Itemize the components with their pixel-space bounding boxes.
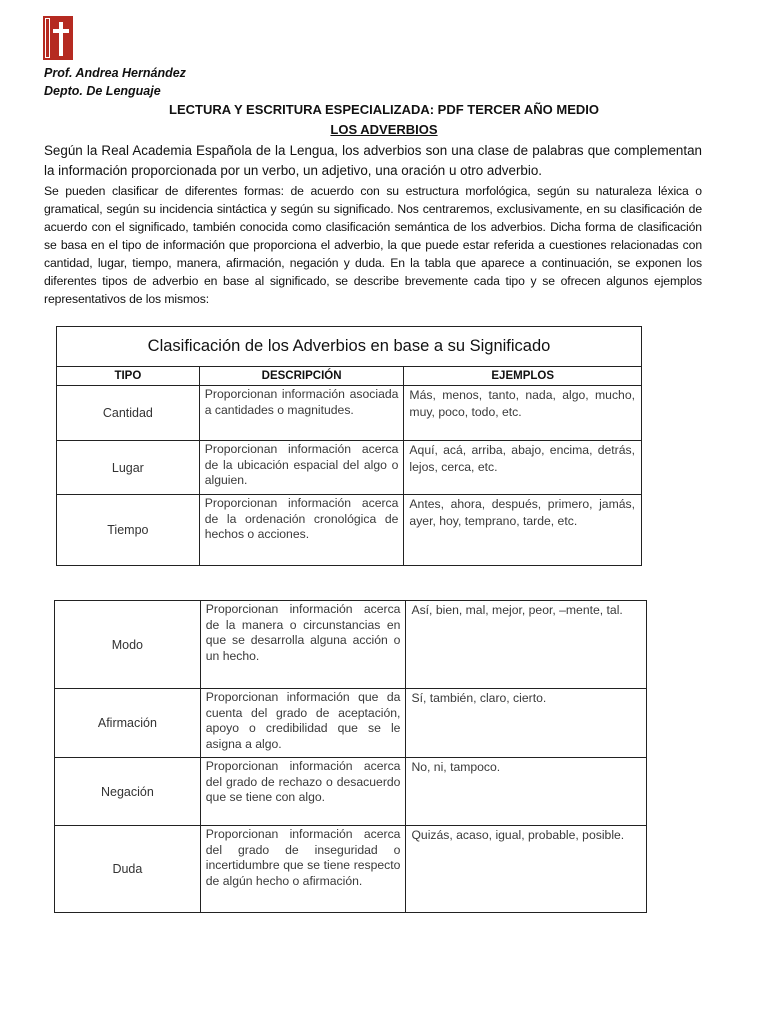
row-ejemplos: Así, bien, mal, mejor, peor, –mente, tal. [406,601,647,689]
school-logo [43,16,73,60]
body-paragraph: Se pueden clasificar de diferentes formas: de acuerdo con su estructura morfológica, según su naturaleza léxica o gramatical, según su incidencia sintáctica y según su significado. Nos centraremos, exclusivamente, en su clasificación de acuerdo con el significado, también conocida como clasificación semántica de los adverbios. Dicha forma de clasificación se basa en el tipo de información que proporciona el adverbio, la que puede estar referida a cuestiones relacionadas con cantidad, lugar, tiempo, manera, afirmación, negación y duda. En la tabla que aparece a continuación, se exponen los diferentes tipos de adverbio en base al significado, se describe brevemente cada tipo y se ofrecen algunos ejemplos representativos de los mismos: [44,184,702,306]
row-tipo: Negación [55,758,201,826]
row-descripcion: Proporcionan información acerca de la manera o circunstancias en que se desarrolla alguna acción o un hecho. [200,601,406,689]
row-descripcion: Proporcionan información acerca de la ordenación cronológica de hechos o acciones. [199,495,404,566]
table-row [55,826,647,913]
row-tipo: Modo [55,601,201,689]
cross-emblem-icon [43,16,73,60]
row-ejemplos: Más, menos, tanto, nada, algo, mucho, muy, poco, todo, etc. [404,386,642,441]
table-row [55,689,647,758]
row-tipo: Cantidad [57,386,200,441]
document-title: LECTURA Y ESCRITURA ESPECIALIZADA: PDF TERCER AÑO MEDIO [169,102,599,117]
row-ejemplos: No, ni, tampoco. [406,758,647,826]
author-name: Prof. Andrea Hernández [44,66,186,80]
table-row [57,386,642,441]
table-row [57,495,642,566]
adverb-classification-table [56,326,642,566]
header-tipo: TIPO [57,367,200,386]
table-row [57,441,642,495]
header-ejemplos: EJEMPLOS [404,367,642,386]
document-subtitle: LOS ADVERBIOS [330,122,438,137]
row-descripcion: Proporcionan información que da cuenta del grado de aceptación, apoyo o credibilidad que se le asigna a algo. [200,689,406,758]
table-caption: Clasificación de los Adverbios en base a su Significado [57,327,642,367]
department-name: Depto. De Lenguaje [44,84,161,98]
row-ejemplos: Quizás, acaso, igual, probable, posible. [406,826,647,913]
table-row [55,601,647,689]
row-descripcion: Proporcionan información acerca del grado de inseguridad o incertidumbre que se tiene respecto de algún hecho o afirmación. [200,826,406,913]
header-descripcion: DESCRIPCIÓN [199,367,404,386]
row-descripcion: Proporcionan información asociada a cantidades o magnitudes. [199,386,404,441]
row-ejemplos: Sí, también, claro, cierto. [406,689,647,758]
row-tipo: Tiempo [57,495,200,566]
author-block [44,64,186,100]
row-descripcion: Proporcionan información acerca de la ubicación espacial del algo o alguien. [199,441,404,495]
table-row [55,758,647,826]
row-ejemplos: Aquí, acá, arriba, abajo, encima, detrás, lejos, cerca, etc. [404,441,642,495]
adverb-classification-table-continued [54,600,647,913]
row-ejemplos: Antes, ahora, después, primero, jamás, ayer, hoy, temprano, tarde, etc. [404,495,642,566]
row-tipo: Afirmación [55,689,201,758]
row-tipo: Duda [55,826,201,913]
row-tipo: Lugar [57,441,200,495]
intro-paragraph: Según la Real Academia Española de la Lengua, los adverbios son una clase de palabras que complementan la información proporcionada por un verbo, un adjetivo, una oración u otro adverbio. [44,143,702,178]
row-descripcion: Proporcionan información acerca del grado de rechazo o desacuerdo que se tiene con algo. [200,758,406,826]
